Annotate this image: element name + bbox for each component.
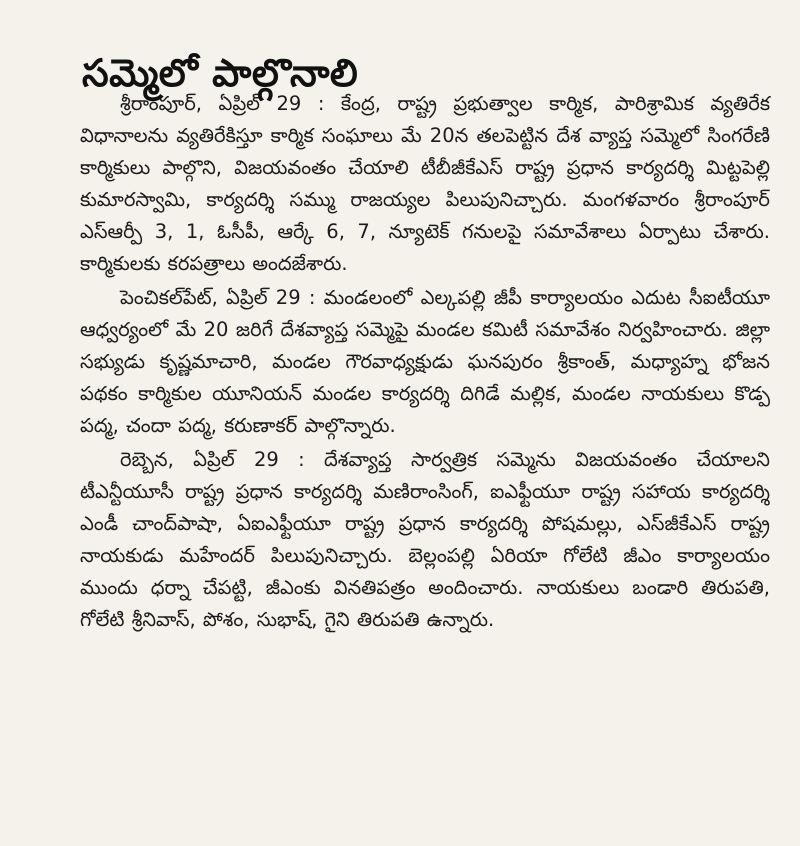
article-body: [80, 88, 770, 636]
article-paragraph-srirampur: శ్రీరాంపూర్, ఏప్రిల్ 29 : కేంద్ర, రాష్ట్ర ప్రభుత్వాల కార్మిక, పారిశ్రామిక వ్యతిరేక విధానాలను వ్యతిరేకిస్తూ కార్మిక సంఘాలు మే 20న తలపెట్టిన దేశ వ్యాప్త సమ్మెలో సింగరేణి కార్మికులు పాల్గొని, విజయవంతం చేయాలి టీబీజీకేఎస్ రాష్ట్ర ప్రధాన కార్యదర్శి మిట్టపెల్లి కుమారస్వామి, కార్యదర్శి సమ్ము రాజయ్యల పిలుపునిచ్చారు. మంగళవారం శ్రీరాంపూర్ ఎస్ఆర్పీ 3, 1, ఓసీపీ, ఆర్కే 6, 7, న్యూటెక్ గనులపై సమావేశాలు ఏర్పాటు చేశారు. కార్మికులకు కరపత్రాలు అందజేశారు.: [80, 92, 770, 275]
article-headline: సమ్మెలో పాల్గొనాలి: [82, 51, 359, 96]
article-paragraph-rebbena: రెబ్బెన, ఏప్రిల్ 29 : దేశవ్యాప్త సార్వత్రిక సమ్మెను విజయవంతం చేయాలని టీఎన్టీయూసీ రాష్ట్ర ప్రధాన కార్యదర్శి మణిరాంసింగ్, ఐఎఫ్టీయూ రాష్ట్ర సహాయ కార్యదర్శి ఎండీ చాంద్‌పాషా, ఏఐఎఫ్టీయూ రాష్ట్ర ప్రధాన కార్యదర్శి పోషమల్లు, ఎస్‌జీకేఎస్ రాష్ట్ర నాయకుడు మహేందర్ పిలుపునిచ్చారు. బెల్లంపల్లి ఏరియా గోలేటి జీఎం కార్యాలయం ముందు ధర్నా చేపట్టి, జీఎంకు వినతిపత్రం అందించారు. నాయకులు బండారి తిరుపతి, గోలేటి శ్రీనివాస్, పోశం, సుభాష్, గైని తిరుపతి ఉన్నారు.: [80, 448, 770, 631]
article-paragraph-penchikalpet: పెంచికల్‌పేట్, ఏప్రిల్ 29 : మండలంలో ఎల్కపల్లి జీపీ కార్యాలయం ఎదుట సీఐటీయూ ఆధ్వర్యంలో మే 20 జరిగే దేశవ్యాప్త సమ్మెపై మండల కమిటీ సమావేశం నిర్వహించారు. జిల్లా సభ్యుడు కృష్ణమాచారి, మండల గౌరవాధ్యక్షుడు ఘనపురం శ్రీకాంత్, మధ్యాహ్న భోజన పథకం కార్మికుల యూనియన్ మండల కార్యదర్శి దిగిడే మల్లిక, మండల నాయకులు కొడ్ప పద్మ, చందా పద్మ, కరుణాకర్ పాల్గొన్నారు.: [80, 286, 770, 437]
